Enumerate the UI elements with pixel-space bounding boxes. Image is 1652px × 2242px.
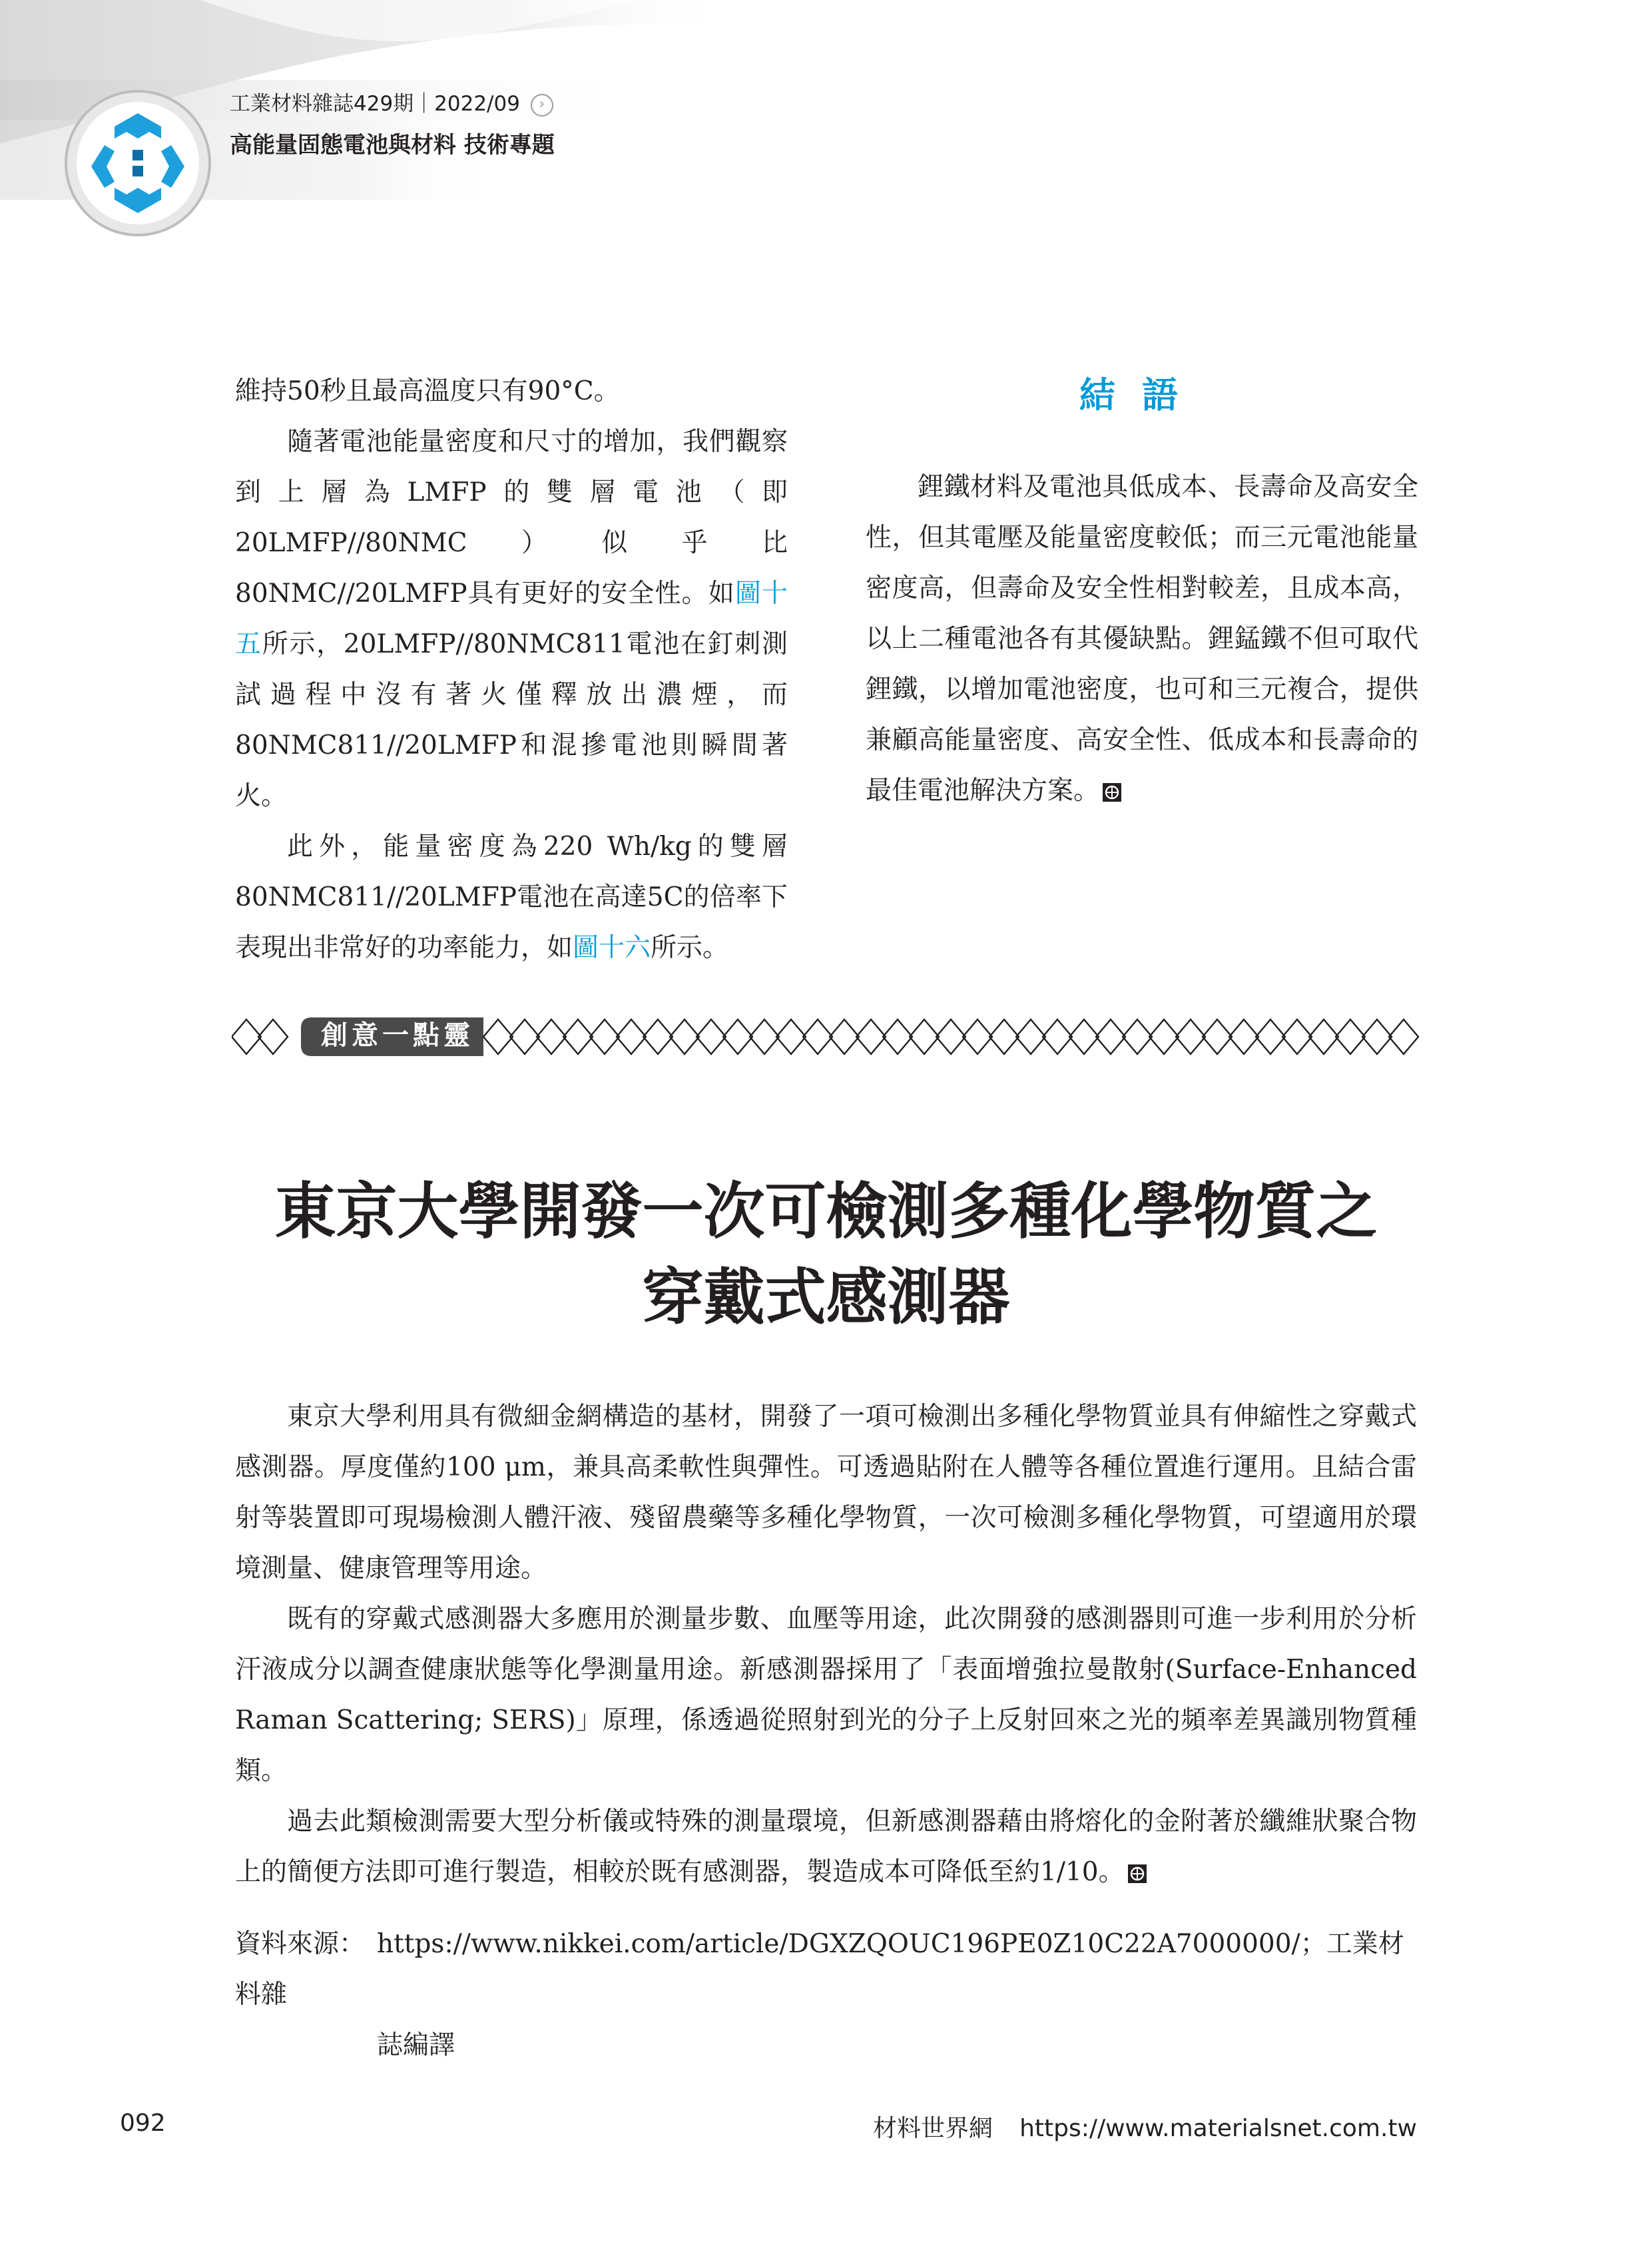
diamond-ornament-icon	[590, 1019, 619, 1054]
site-url[interactable]: https://www.materialsnet.com.tw	[1019, 2115, 1417, 2142]
chevron-right-icon: ›	[531, 94, 553, 117]
paragraph: 維持50秒且最高溫度只有90°C。	[235, 376, 620, 406]
page-number: 092	[120, 2109, 166, 2137]
diamond-ornament-icon	[910, 1019, 939, 1054]
figure-15-link[interactable]: 圖十五	[235, 579, 788, 659]
article-title-line1: 東京大學開發一次可檢測多種化學物質之	[274, 1175, 1378, 1247]
diamond-ornament-icon	[232, 1019, 261, 1054]
end-mark-icon	[1102, 782, 1122, 802]
end-mark-icon	[1127, 1864, 1147, 1884]
diamond-ornament-icon	[696, 1019, 726, 1054]
paragraph	[235, 1797, 1417, 1898]
diamond-ornament-icon	[1229, 1019, 1258, 1054]
diamond-ornament-icon	[510, 1019, 539, 1054]
source-label: 資料來源：	[235, 1929, 366, 1959]
diamond-ornament-icon	[963, 1019, 992, 1054]
diamond-ornament-icon	[483, 1019, 513, 1054]
diamond-ornament-icon	[1309, 1019, 1338, 1054]
diamond-ornament-icon	[1176, 1019, 1205, 1054]
paragraph-text: 鋰鐵材料及電池具低成本、長壽命及高安全性，但其電壓及能量密度較低；而三元電池能量密度高，但壽命及安全性相對較差，且成本高，以上二種電池各有其優缺點。鋰錳鐵不但可取代鋰鐵，以增加電池密度，也可和三元複合，提供兼顧高能量密度、高安全性、低成本和長壽命的最佳電池解決方案。	[866, 472, 1418, 806]
diamond-ornament-icon	[1256, 1019, 1285, 1054]
paragraph-text: 此外，能量密度為220 Wh/kg的雙層80NMC811//20LMFP電池在高達5C的倍率下表現出非常好的功率能力，如	[235, 832, 788, 963]
diamond-ornament-icon	[776, 1019, 806, 1054]
paragraph-text: 所示。	[651, 933, 729, 963]
source-link[interactable]: https://www.nikkei.com/article/DGXZQOUC196PE0Z10C22A7000000/；工業材料雜	[235, 1929, 1404, 2010]
diamond-ornament-icon	[830, 1019, 859, 1054]
paragraph	[866, 462, 1418, 816]
banner-label: 創意一點靈	[321, 1020, 474, 1051]
diamond-ornament-icon	[1149, 1019, 1179, 1054]
section-title: 高能量固態電池與材料 技術專題	[230, 132, 555, 158]
diamond-ornament-icon	[1016, 1019, 1045, 1054]
diamond-ornament-icon	[563, 1019, 593, 1054]
diamond-ornament-icon	[883, 1019, 912, 1054]
diamond-ornament-icon	[1096, 1019, 1125, 1054]
diamond-ornament-icon	[1336, 1019, 1365, 1054]
paragraph	[235, 417, 788, 822]
diamond-ornament-icon	[643, 1019, 673, 1054]
diamond-ornament-icon	[537, 1019, 566, 1054]
hexagon-logo-icon	[61, 87, 214, 240]
paragraph	[235, 822, 788, 974]
article-body	[235, 1392, 1417, 1898]
paragraph: 既有的穿戴式感測器大多應用於測量步數、血壓等用途，此次開發的感測器則可進一步利用於分析汗液成分以調查健康狀態等化學測量用途。新感測器採用了「表面增強拉曼散射(Surface-Enhanced Raman Scattering; SERS)」原理，係透過從照射到光的分子上反射回來之光的頻率差異識別物質種類。	[235, 1604, 1417, 1786]
paragraph-text: 隨著電池能量密度和尺寸的增加，我們觀察到上層為LMFP的雙層電池（即20LMFP//80NMC）似乎比80NMC//20LMFP具有更好的安全性。如	[235, 427, 788, 609]
footer-site	[873, 2109, 1417, 2143]
diamond-ornament-icon	[670, 1019, 699, 1054]
paragraph-text: 過去此類檢測需要大型分析儀或特殊的測量環境，但新感測器藉由將熔化的金附著於纖維狀聚合物上的簡便方法即可進行製造，相較於既有感測器，製造成本可降低至約1/10。	[235, 1807, 1417, 1887]
diamond-ornament-icon	[1282, 1019, 1312, 1054]
left-column	[235, 366, 788, 974]
source-line	[235, 1919, 1417, 2020]
diamond-ornament-icon	[258, 1019, 288, 1054]
diamond-ornament-icon	[989, 1019, 1019, 1054]
diamond-ornament-icon	[723, 1019, 752, 1054]
source-line-continued: 誌編譯	[377, 2030, 455, 2060]
diamond-ornament-icon	[1123, 1019, 1152, 1054]
conclusion-heading: 結語	[1079, 374, 1205, 416]
diamond-ornament-icon	[856, 1019, 886, 1054]
diamond-ornament-icon	[1389, 1019, 1418, 1054]
diamond-ornament-icon	[1362, 1019, 1392, 1054]
journal-issue-text: 工業材料雜誌429期｜2022/09	[230, 92, 520, 116]
right-column	[866, 366, 1418, 816]
diamond-ornament-icon	[936, 1019, 965, 1054]
section-banner	[232, 1013, 1424, 1060]
diamond-ornament-icon	[1203, 1019, 1232, 1054]
figure-16-link[interactable]: 圖十六	[573, 933, 651, 963]
diamond-ornament-icon	[617, 1019, 646, 1054]
diamond-ornament-icon	[1043, 1019, 1072, 1054]
source-note	[235, 1919, 1417, 2071]
site-name: 材料世界網	[873, 2115, 993, 2142]
article-title-line2: 穿戴式感測器	[642, 1261, 1010, 1333]
diamond-ornament-icon	[803, 1019, 832, 1054]
journal-issue	[230, 87, 553, 117]
diamond-ornament-icon	[750, 1019, 779, 1054]
paragraph: 東京大學利用具有微細金網構造的基材，開發了一項可檢測出多種化學物質並具有伸縮性之穿戴式感測器。厚度僅約100 μm，兼具高柔軟性與彈性。可透過貼附在人體等各種位置進行運用。且結合雷射等裝置即可現場檢測人體汗液、殘留農藥等多種化學物質，一次可檢測多種化學物質，可望適用於環境測量、健康管理等用途。	[235, 1402, 1417, 1583]
paragraph-text: 所示，20LMFP//80NMC811電池在釘刺測試過程中沒有著火僅釋放出濃煙，而80NMC811//20LMFP和混摻電池則瞬間著火。	[235, 629, 788, 811]
diamond-ornament-icon	[1069, 1019, 1099, 1054]
